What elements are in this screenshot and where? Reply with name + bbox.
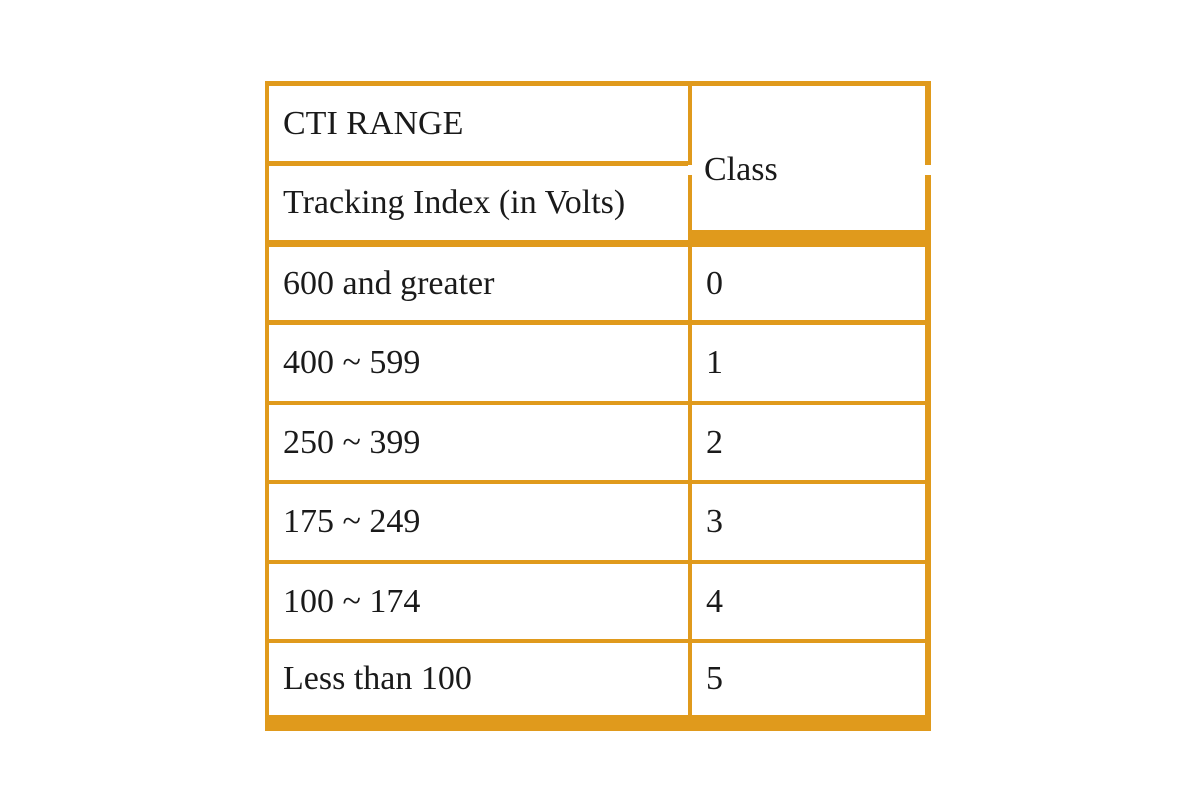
table-row-4-range: [269, 564, 688, 639]
range-value: 100 ~ 174: [283, 582, 421, 620]
table-row-3-range: [269, 484, 688, 560]
class-value: 5: [706, 660, 723, 697]
divider-notch: [688, 165, 694, 175]
header-class: [692, 86, 925, 230]
header-cti-range: [269, 86, 688, 161]
class-value: 3: [706, 503, 723, 540]
divider-notch: [925, 165, 931, 175]
class-value: 4: [706, 582, 723, 620]
class-value: 1: [706, 344, 723, 381]
table-row-5-range: [269, 643, 688, 715]
range-value: Less than 100: [283, 660, 472, 697]
table-row-1-range: [269, 325, 688, 401]
header-class-text: Class: [704, 151, 778, 188]
header-tracking-index: [269, 166, 688, 240]
table-row-1-class: [692, 325, 925, 401]
range-value: 250 ~ 399: [283, 423, 421, 461]
table-row-2-range: [269, 405, 688, 480]
range-value: 400 ~ 599: [283, 344, 421, 381]
table-row-5-class: [692, 643, 925, 715]
table-row-0-range: [269, 247, 688, 320]
table-row-3-class: [692, 484, 925, 560]
class-value: 0: [706, 264, 723, 302]
class-value: 2: [706, 423, 723, 461]
header-cti-range-text: CTI RANGE: [283, 104, 464, 142]
table-row-2-class: [692, 405, 925, 480]
header-tracking-index-text: Tracking Index (in Volts): [283, 184, 626, 221]
table-row-0-class: [692, 247, 925, 320]
range-value: 175 ~ 249: [283, 503, 421, 540]
cti-class-table: [265, 81, 931, 731]
range-value: 600 and greater: [283, 264, 495, 302]
table-row-4-class: [692, 564, 925, 639]
